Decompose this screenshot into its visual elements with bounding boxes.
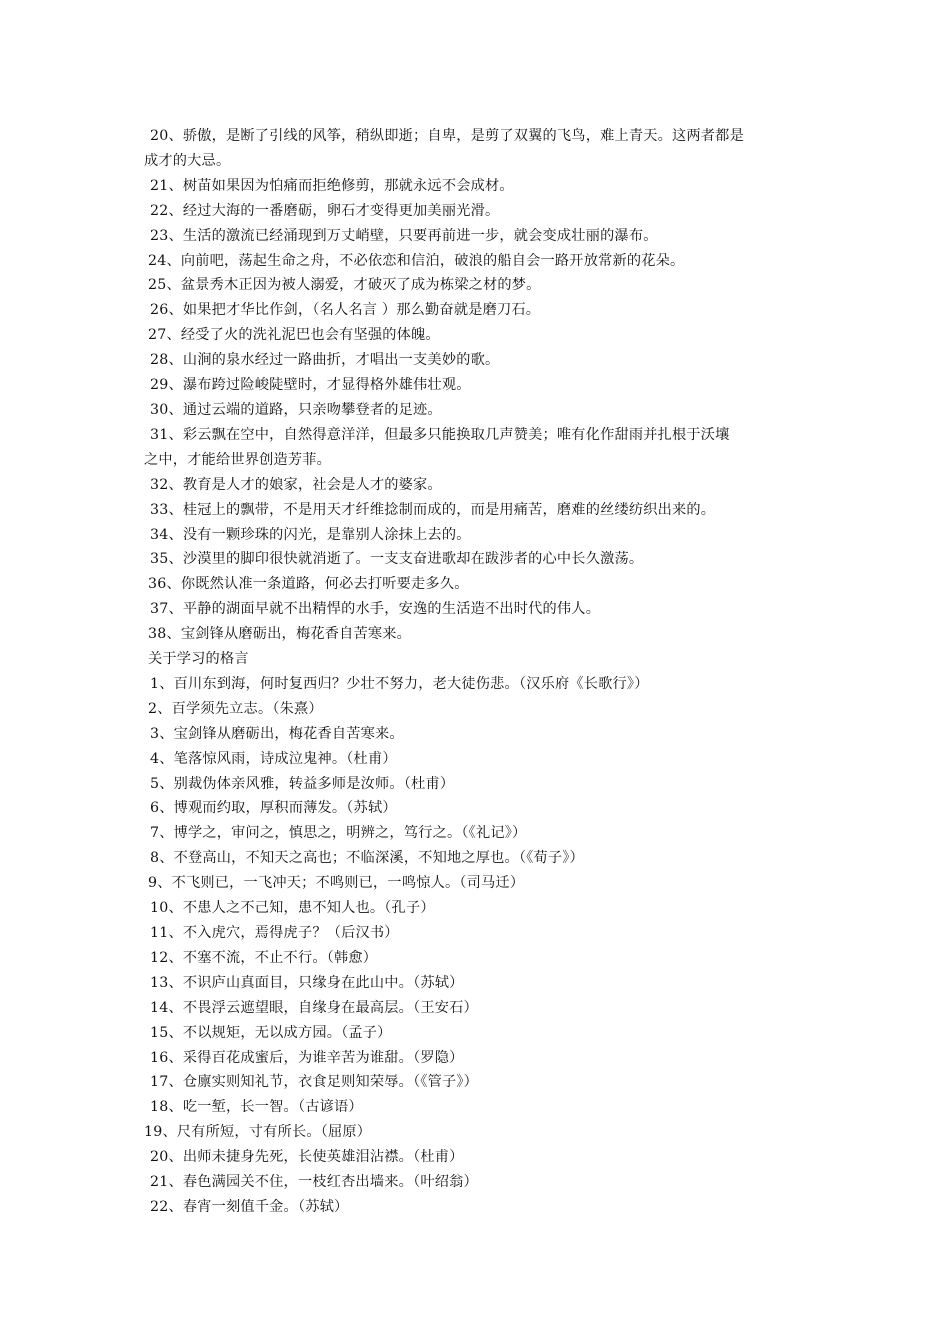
text-line: 28、山涧的泉水经过一路曲折，才唱出一支美妙的歌。 bbox=[150, 352, 500, 369]
text-line: 22、春宵一刻值千金。（苏轼） bbox=[150, 1198, 349, 1215]
text-line: 19、尺有所短，寸有所长。（屈原） bbox=[144, 1124, 372, 1141]
text-line: 35、沙漠里的脚印很快就消逝了。一支支奋进歌却在跋涉者的心中长久激荡。 bbox=[150, 551, 644, 568]
text-line: 37、平静的湖面早就不出精悍的水手，安逸的生活造不出时代的伟人。 bbox=[150, 601, 601, 618]
text-line: 9、不飞则已，一飞冲天；不鸣则已，一鸣惊人。（司马迁） bbox=[148, 875, 525, 892]
text-line: 24、向前吧，荡起生命之舟，不必依恋和信泊，破浪的船自会一路开放常新的花朵。 bbox=[148, 252, 685, 269]
text-line: 30、通过云端的道路，只亲吻攀登者的足迹。 bbox=[150, 401, 442, 418]
text-line: 11、不入虎穴，焉得虎子？（后汉书） bbox=[150, 925, 399, 941]
text-line: 20、骄傲，是断了引线的风筝，稍纵即逝；自卑，是剪了双翼的飞鸟，难上青天。这两者都是 bbox=[150, 128, 744, 144]
text-line: 26、如果把才华比作剑，（名人名言 ）那么勤奋就是磨刀石。 bbox=[150, 302, 541, 319]
text-line: 23、生活的激流已经涌现到万丈峭壁，只要再前进一步，就会变成壮丽的瀑布。 bbox=[150, 227, 658, 244]
text-line: 18、吃一堑，长一智。（古谚语） bbox=[150, 1099, 363, 1116]
text-line: 25、盆景秀木正因为被人溺爱，才破灭了成为栋梁之材的梦。 bbox=[148, 277, 541, 294]
text-line: 21、春色满园关不住，一枝红杏出墙来。（叶绍翁） bbox=[150, 1174, 478, 1191]
text-line: 17、仓廪实则知礼节，衣食足则知荣辱。（《管子》） bbox=[150, 1074, 479, 1091]
text-line: 8、不登高山，不知天之高也；不临深溪，不知地之厚也。（《荀子》） bbox=[150, 850, 584, 867]
text-line: 32、教育是人才的娘家，社会是人才的婆家。 bbox=[150, 476, 442, 493]
document-body bbox=[144, 124, 824, 1220]
text-line: 33、桂冠上的飘带，不是用天才纤维捻制而成的，而是用痛苦，磨难的丝缕纺织出来的。 bbox=[150, 501, 716, 518]
text-line: 22、经过大海的一番磨砺，卵石才变得更加美丽光滑。 bbox=[150, 202, 500, 219]
text-line: 之中，才能给世界创造芳菲。 bbox=[144, 451, 332, 468]
text-line: 34、没有一颗珍珠的闪光，是靠别人涂抹上去的。 bbox=[150, 526, 471, 543]
text-line: 6、博观而约取，厚积而薄发。（苏轼） bbox=[150, 800, 397, 817]
text-line: 成才的大忌。 bbox=[144, 152, 231, 169]
text-line: 2、百学须先立志。（朱熹） bbox=[148, 700, 323, 717]
text-line: 1、百川东到海，何时复西归？少壮不努力，老大徒伤悲。（汉乐府《长歌行》） bbox=[150, 675, 649, 692]
text-line: 16、采得百花成蜜后，为谁辛苦为谁甜。（罗隐） bbox=[150, 1049, 464, 1066]
text-line: 21、树苗如果因为怕痛而拒绝修剪，那就永远不会成材。 bbox=[150, 177, 514, 194]
text-line: 3、宝剑锋从磨砺出，梅花香自苦寒来。 bbox=[150, 725, 404, 742]
text-line: 13、不识庐山真面目，只缘身在此山中。（苏轼） bbox=[150, 974, 464, 991]
text-line: 36、你既然认准一条道路，何必去打听要走多久。 bbox=[148, 576, 469, 593]
text-line: 12、不塞不流，不止不行。（韩愈） bbox=[150, 949, 378, 966]
text-line: 10、不患人之不己知，患不知人也。（孔子） bbox=[150, 900, 435, 917]
text-line: 4、笔落惊风雨，诗成泣鬼神。（杜甫） bbox=[150, 750, 397, 767]
text-line: 20、出师未捷身先死，长使英雄泪沾襟。（杜甫） bbox=[150, 1149, 464, 1166]
text-line: 31、彩云飘在空中，自然得意洋洋，但最多只能换取几声赞美；唯有化作甜雨并扎根于沃壤 bbox=[150, 426, 730, 443]
text-line: 15、不以规矩，无以成方园。（孟子） bbox=[150, 1024, 392, 1041]
text-line: 29、瀑布跨过险峻陡壁时，才显得格外雄伟壮观。 bbox=[150, 377, 471, 394]
text-line: 38、宝剑锋从磨砺出，梅花香自苦寒来。 bbox=[148, 626, 412, 643]
text-line: 7、博学之，审问之，慎思之，明辨之，笃行之。（《礼记》） bbox=[150, 825, 527, 842]
text-line: 5、别裁伪体亲风雅，转益多师是汝师。（杜甫） bbox=[150, 775, 455, 792]
text-line: 关于学习的格言 bbox=[148, 651, 249, 668]
text-line: 27、经受了火的洗礼泥巴也会有坚强的体魄。 bbox=[148, 327, 440, 344]
text-line: 14、不畏浮云遮望眼，自缘身在最高层。（王安石） bbox=[150, 999, 478, 1016]
